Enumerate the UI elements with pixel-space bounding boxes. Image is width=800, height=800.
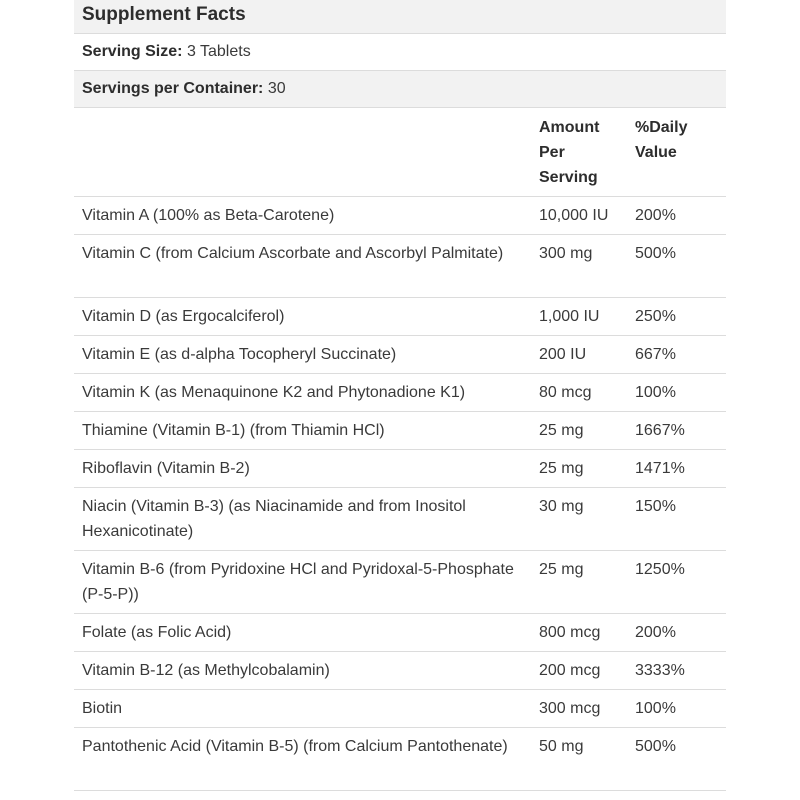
table-row [74,614,726,652]
nutrient-amount: 300 mg [531,235,627,298]
nutrient-daily-value: 200% [627,614,726,652]
title-row [74,0,726,34]
nutrient-amount: 10,000 IU [531,197,627,235]
nutrient-name: Vitamin B-6 (from Pyridoxine HCl and Pyridoxal-5-Phosphate (P-5-P)) [74,551,531,614]
nutrient-rows [74,197,726,791]
daily-value-header: %Daily Value [635,119,688,161]
nutrient-name: Thiamine (Vitamin B-1) (from Thiamin HCl) [74,412,531,450]
page-title: Supplement Facts [74,0,726,34]
nutrient-daily-value: 500% [627,728,726,791]
nutrient-daily-value: 1250% [627,551,726,614]
nutrient-daily-value: 100% [627,374,726,412]
nutrient-daily-value: 667% [627,336,726,374]
column-header-row [74,108,726,197]
nutrient-daily-value: 500% [627,235,726,298]
nutrient-amount: 25 mg [531,450,627,488]
table-row [74,197,726,235]
nutrient-name: Niacin (Vitamin B-3) (as Niacinamide and from Inositol Hexanicotinate) [74,488,531,551]
nutrient-name: Vitamin D (as Ergocalciferol) [74,298,531,336]
table-row [74,412,726,450]
nutrient-amount: 25 mg [531,551,627,614]
nutrient-amount: 1,000 IU [531,298,627,336]
amount-per-serving-header: Amount Per Serving [539,119,600,186]
supplement-facts-table [74,0,726,791]
table-row [74,690,726,728]
nutrient-daily-value: 1471% [627,450,726,488]
nutrient-name: Vitamin B-12 (as Methylcobalamin) [74,652,531,690]
nutrient-daily-value: 250% [627,298,726,336]
serving-size-value: 3 Tablets [186,43,251,60]
table-row [74,551,726,614]
table-row [74,450,726,488]
nutrient-amount: 80 mcg [531,374,627,412]
nutrient-amount: 200 mcg [531,652,627,690]
nutrient-amount: 800 mcg [531,614,627,652]
servings-per-container-row [74,71,726,108]
nutrient-daily-value: 100% [627,690,726,728]
nutrient-name: Vitamin A (100% as Beta-Carotene) [74,197,531,235]
nutrient-amount: 50 mg [531,728,627,791]
nutrient-daily-value: 3333% [627,652,726,690]
servings-per-container-label: Servings per Container: [82,80,264,97]
table-row [74,652,726,690]
nutrient-name: Riboflavin (Vitamin B-2) [74,450,531,488]
table-row [74,336,726,374]
nutrient-daily-value: 1667% [627,412,726,450]
nutrient-name: Pantothenic Acid (Vitamin B-5) (from Calcium Pantothenate) [74,728,531,791]
nutrient-amount: 30 mg [531,488,627,551]
column-header-blank [74,108,531,197]
nutrient-name: Vitamin E (as d-alpha Tocopheryl Succinate) [74,336,531,374]
nutrient-daily-value: 150% [627,488,726,551]
table-row [74,374,726,412]
table-row [74,728,726,791]
serving-size-label: Serving Size: [82,43,183,60]
nutrient-amount: 25 mg [531,412,627,450]
nutrient-name: Biotin [74,690,531,728]
serving-size-row [74,34,726,71]
nutrient-name: Folate (as Folic Acid) [74,614,531,652]
table-row [74,298,726,336]
servings-per-container-value: 30 [267,80,286,97]
table-row [74,488,726,551]
table-row [74,235,726,298]
nutrient-name: Vitamin K (as Menaquinone K2 and Phytonadione K1) [74,374,531,412]
nutrient-amount: 300 mcg [531,690,627,728]
nutrient-amount: 200 IU [531,336,627,374]
nutrient-name: Vitamin C (from Calcium Ascorbate and Ascorbyl Palmitate) [74,235,531,298]
nutrient-daily-value: 200% [627,197,726,235]
